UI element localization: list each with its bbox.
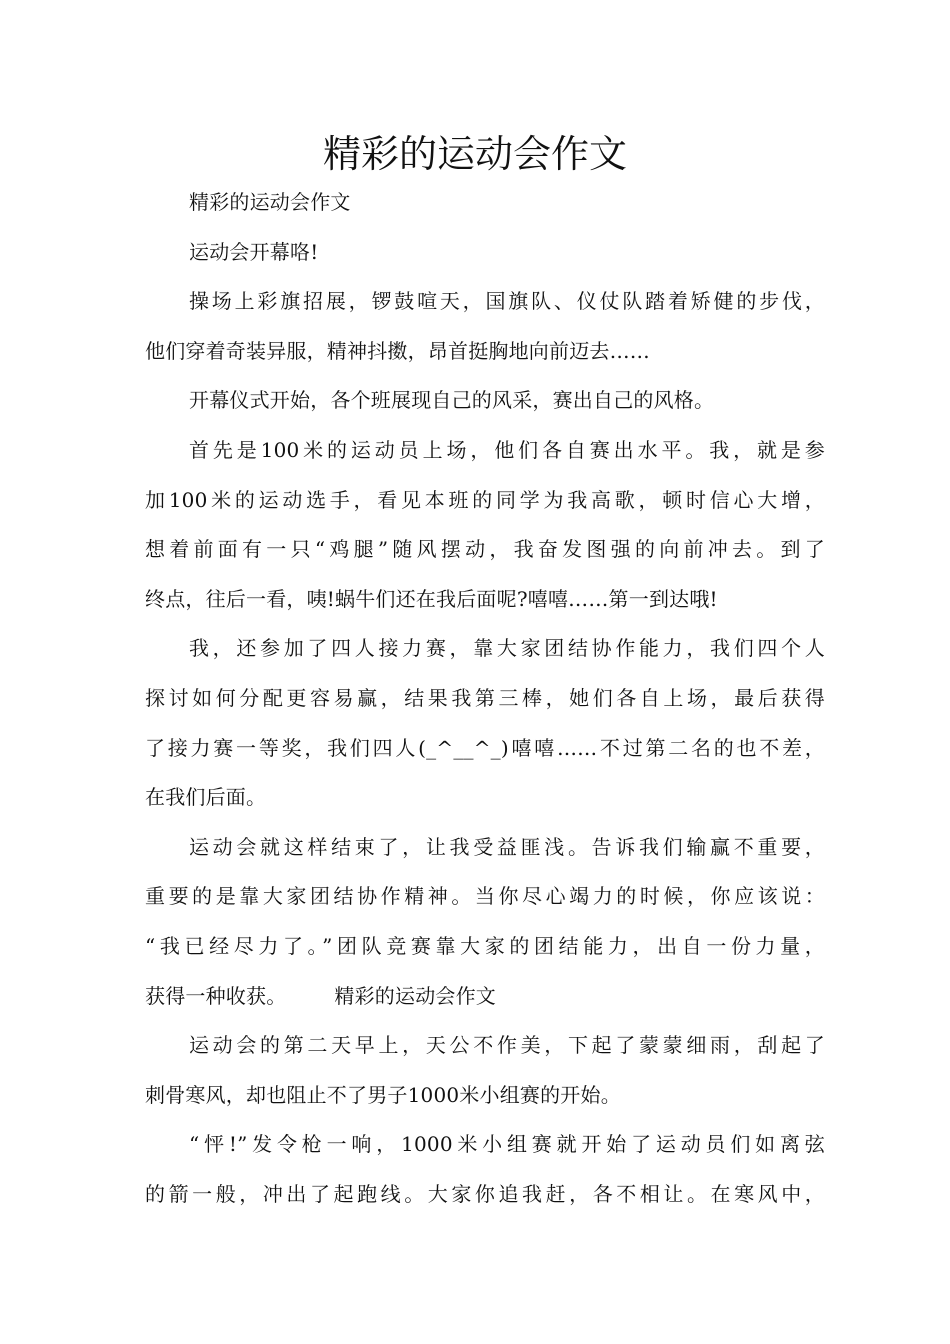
paragraph-end-text: 获得一种收获。	[145, 983, 287, 1008]
subtitle-line: 精彩的运动会作文	[189, 190, 351, 214]
paragraph-line: 操场上彩旗招展，锣鼓喧天，国旗队、仪仗队踏着矫健的步伐，	[189, 289, 825, 314]
paragraph-line	[145, 972, 825, 1022]
paragraph-line: 探讨如何分配更容易赢，结果我第三棒，她们各自上场，最后获得	[145, 685, 825, 710]
paragraph-line: 开幕仪式开始，各个班展现自己的风采，赛出自己的风格。	[189, 388, 715, 413]
document-title: 精彩的运动会作文	[322, 132, 627, 176]
document-body	[145, 178, 825, 1219]
paragraph-line: 运动会就这样结束了，让我受益匪浅。告诉我们输赢不重要，	[189, 834, 825, 859]
paragraph-line: 刺骨寒风，却也阻止不了男子1000米小组赛的开始。	[145, 1082, 621, 1107]
paragraph-line: 我，还参加了四人接力赛，靠大家团结协作能力，我们四个人	[189, 636, 825, 661]
paragraph-line: 运动会的第二天早上，天公不作美，下起了蒙蒙细雨，刮起了	[189, 1033, 825, 1058]
paragraph-line: 加100米的运动选手，看见本班的同学为我高歌，顿时信心大增，	[145, 487, 825, 512]
repeated-title-text: 精彩的运动会作文	[334, 983, 497, 1008]
paragraph-line: 了接力赛一等奖，我们四人(_^__^_)嘻嘻……不过第二名的也不差，	[145, 735, 825, 760]
paragraph-line: 运动会开幕咯!	[189, 239, 319, 264]
paragraph-line: 重要的是靠大家团结协作精神。当你尽心竭力的时候，你应该说：	[145, 884, 825, 909]
paragraph-line: 首先是100米的运动员上场，他们各自赛出水平。我，就是参	[189, 437, 825, 462]
paragraph-line: 在我们后面。	[145, 785, 267, 810]
paragraph-line: 想着前面有一只“鸡腿”随风摆动，我奋发图强的向前冲去。到了	[145, 537, 825, 562]
paragraph-line: 终点，往后一看，咦!蜗牛们还在我后面呢?嘻嘻……第一到达哦!	[145, 586, 718, 611]
paragraph-line: 他们穿着奇装异服，精神抖擞，昂首挺胸地向前迈去……	[145, 338, 650, 363]
paragraph-line: “我已经尽力了。”团队竞赛靠大家的团结能力，出自一份力量，	[145, 933, 825, 958]
paragraph-line: “怦!”发令枪一响，1000米小组赛就开始了运动员们如离弦	[189, 1132, 825, 1157]
paragraph-line: 的箭一般，冲出了起跑线。大家你追我赶，各不相让。在寒风中，	[145, 1181, 825, 1206]
